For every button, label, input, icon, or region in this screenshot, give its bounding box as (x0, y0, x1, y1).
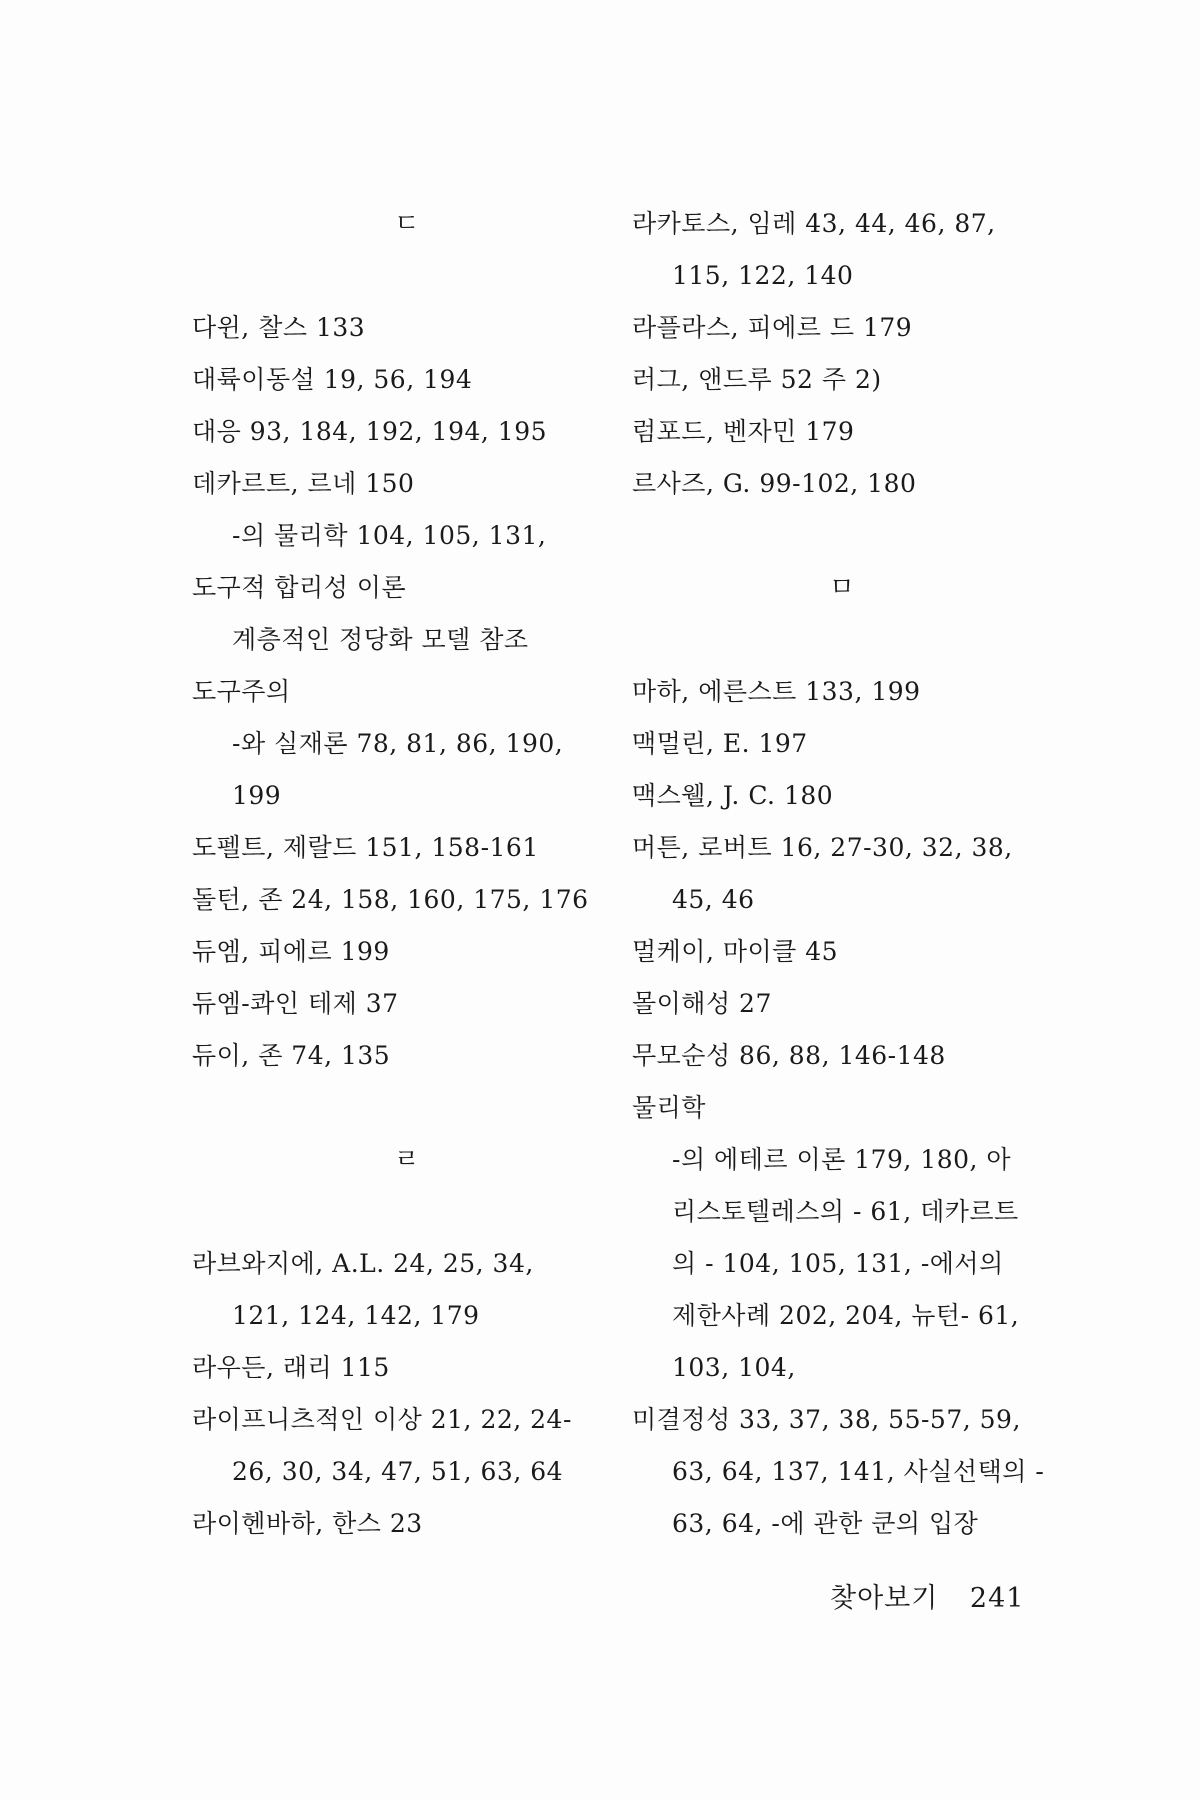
index-subentry: 115, 122, 140 (672, 261, 854, 290)
footer-label: 찾아보기 (830, 1583, 939, 1614)
index-subentry: 199 (232, 781, 282, 810)
spacer (192, 1082, 622, 1134)
index-entry: 데카르트, 르네 150 (192, 469, 415, 498)
index-entry: 대응 93, 184, 192, 194, 195 (192, 417, 548, 446)
index-entry: 르사즈, G. 99-102, 180 (632, 469, 917, 498)
page-footer (830, 1576, 1024, 1615)
index-subentry: 121, 124, 142, 179 (232, 1301, 480, 1330)
index-subentry: 제한사례 202, 204, 뉴턴- 61, (672, 1301, 1020, 1330)
index-subentry: -의 에테르 이론 179, 180, 아 (672, 1145, 1012, 1174)
index-entry: 몰이해성 27 (632, 989, 772, 1018)
section-heading: ㅁ (829, 573, 855, 603)
index-subentry: -의 물리학 104, 105, 131, (232, 521, 547, 550)
index-subentry: 45, 46 (672, 885, 755, 914)
index-entry: 머튼, 로버트 16, 27-30, 32, 38, (632, 833, 1013, 862)
spacer (192, 1186, 622, 1238)
index-entry: 럼포드, 벤자민 179 (632, 417, 855, 446)
index-entry: 맥스웰, J. C. 180 (632, 781, 834, 810)
spacer (632, 614, 1052, 666)
index-entry: 다윈, 찰스 133 (192, 313, 366, 342)
index-entry: 듀이, 존 74, 135 (192, 1041, 391, 1070)
index-entry: 미결정성 33, 37, 38, 55-57, 59, (632, 1405, 1021, 1434)
index-entry: 라플라스, 피에르 드 179 (632, 313, 913, 342)
spacer (192, 250, 622, 302)
index-entry: 마하, 에른스트 133, 199 (632, 677, 921, 706)
index-entry: 대륙이동설 19, 56, 194 (192, 365, 473, 394)
spacer (632, 510, 1052, 562)
index-entry: 무모순성 86, 88, 146-148 (632, 1041, 946, 1070)
index-entry: 도구주의 (192, 677, 291, 706)
index-subentry: 계층적인 정당화 모델 참조 (232, 625, 529, 654)
index-entry: 듀엠, 피에르 199 (192, 937, 390, 966)
index-entry: 돌턴, 존 24, 158, 160, 175, 176 (192, 885, 589, 914)
index-subentry: 리스토텔레스의 - 61, 데카르트 (672, 1197, 1019, 1226)
index-column-right (632, 198, 1052, 1550)
page-number: 241 (969, 1583, 1025, 1614)
index-subentry: 의 - 104, 105, 131, -에서의 (672, 1249, 1004, 1278)
index-entry: 물리학 (632, 1093, 706, 1122)
index-entry: 도펠트, 제랄드 151, 158-161 (192, 833, 539, 862)
index-subentry: 26, 30, 34, 47, 51, 63, 64 (232, 1457, 564, 1486)
index-entry: 라브와지에, A.L. 24, 25, 34, (192, 1249, 534, 1278)
index-entry: 도구적 합리성 이론 (192, 573, 407, 602)
index-subentry: 63, 64, -에 관한 쿤의 입장 (672, 1509, 979, 1538)
index-subentry: 63, 64, 137, 141, 사실선택의 - (672, 1457, 1045, 1486)
index-entry: 라카토스, 임레 43, 44, 46, 87, (632, 209, 996, 238)
index-entry: 듀엠-콰인 테제 37 (192, 989, 399, 1018)
index-column-left (192, 198, 622, 1550)
index-entry: 맥멀린, E. 197 (632, 729, 808, 758)
index-entry: 멀케이, 마이클 45 (632, 937, 839, 966)
index-entry: 라이헨바하, 한스 23 (192, 1509, 423, 1538)
index-subentry: -와 실재론 78, 81, 86, 190, (232, 729, 564, 758)
section-heading: ㄷ (394, 209, 420, 239)
index-entry: 라이프니츠적인 이상 21, 22, 24- (192, 1405, 572, 1434)
index-entry: 러그, 앤드루 52 주 2) (632, 365, 882, 394)
section-heading: ㄹ (394, 1145, 420, 1175)
index-entry: 라우든, 래리 115 (192, 1353, 390, 1382)
index-subentry: 103, 104, (672, 1353, 796, 1382)
